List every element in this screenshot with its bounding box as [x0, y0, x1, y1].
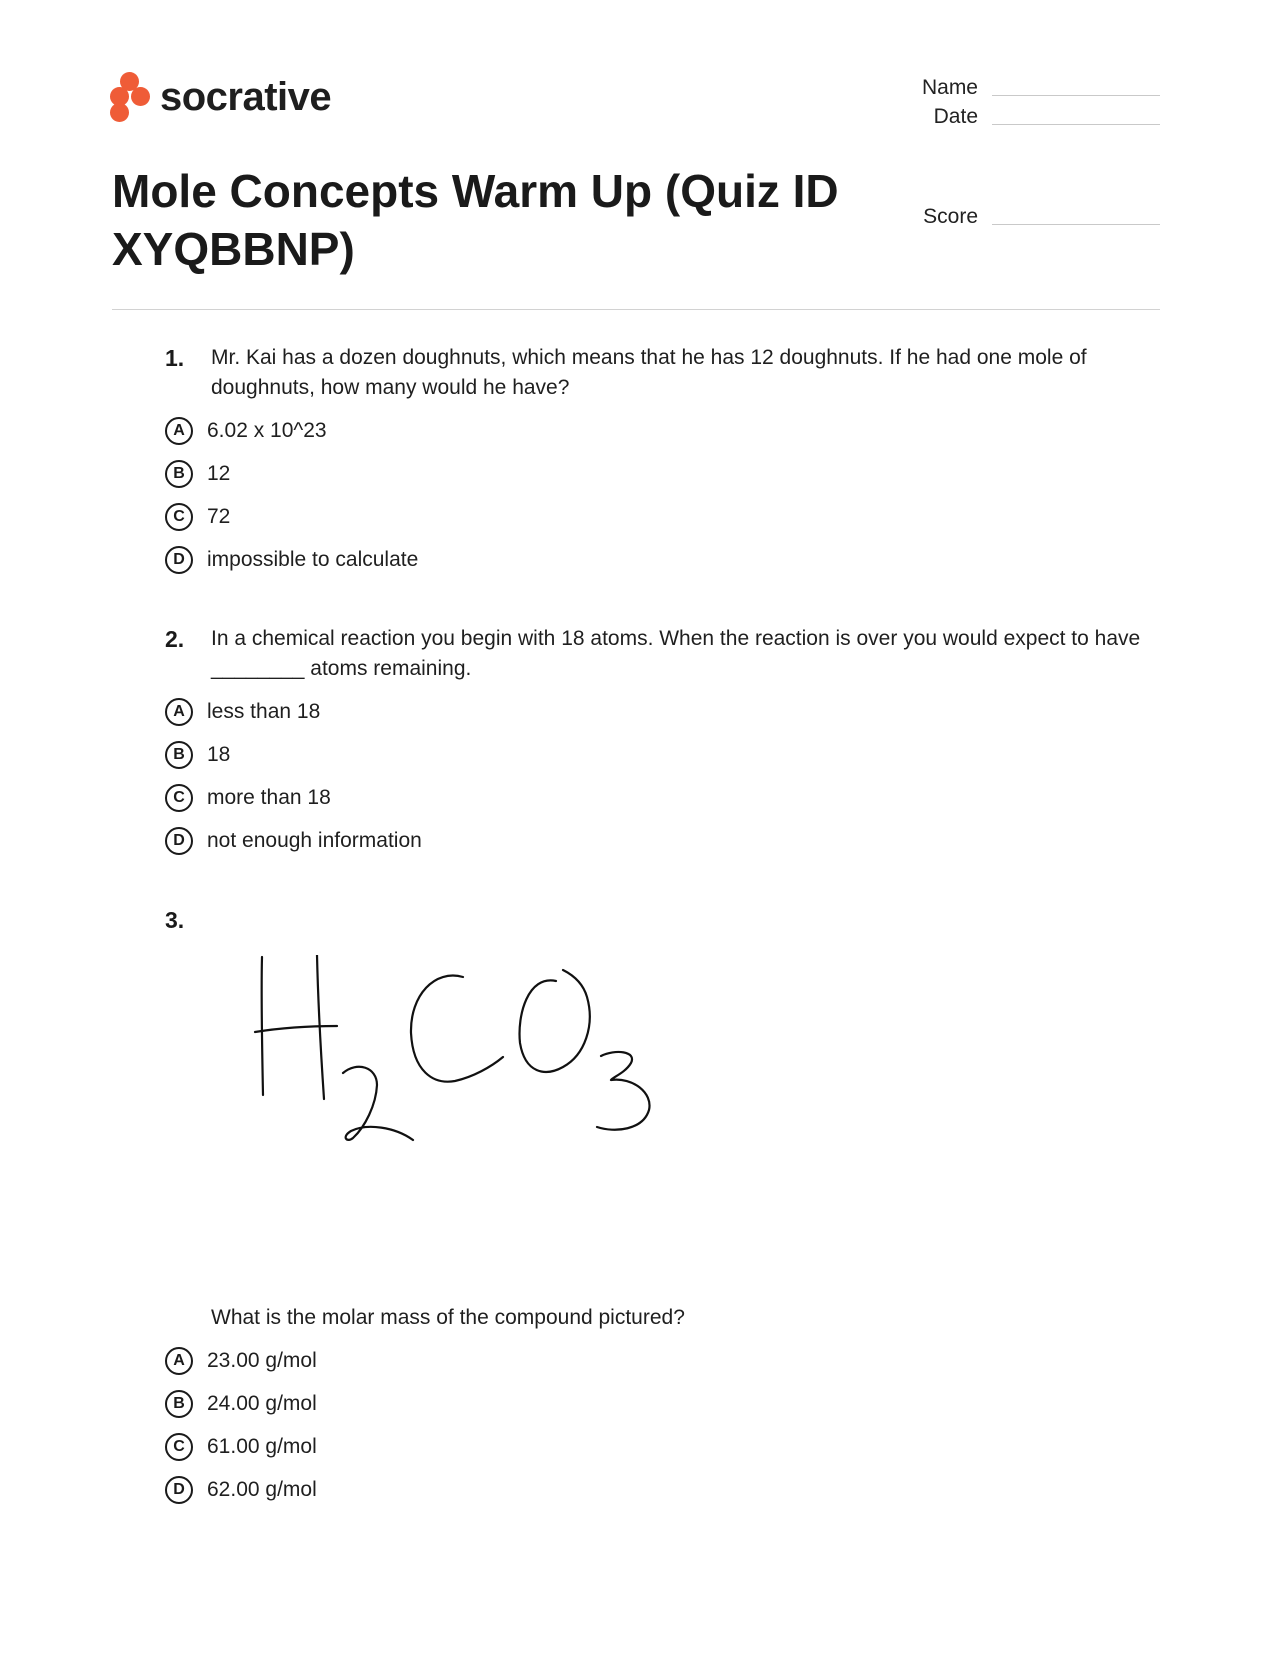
option-d[interactable] [165, 538, 1155, 581]
option-letter-circle[interactable]: A [165, 698, 193, 726]
option-b[interactable] [165, 452, 1155, 495]
option-text: 62.00 g/mol [207, 1477, 317, 1501]
hexagon-logo-icon [110, 72, 150, 122]
option-letter-circle[interactable]: D [165, 1476, 193, 1504]
option-letter-circle[interactable]: D [165, 546, 193, 574]
question-number: 1. [165, 345, 185, 371]
h-left-stroke [262, 957, 263, 1095]
question-text: What is the molar mass of the compound pictured? [211, 1306, 685, 1329]
question-number: 3. [165, 907, 185, 933]
question-text: In a chemical reaction you begin with 18 atoms. When the reaction is over you would expect to have ________ atoms remaining. [211, 627, 1141, 680]
date-label: Date [933, 105, 978, 128]
question-2 [165, 624, 1155, 862]
option-letter-circle[interactable]: B [165, 460, 193, 488]
option-letter-circle[interactable]: D [165, 827, 193, 855]
brand-name: socrative [160, 74, 332, 119]
answer-options [165, 1339, 1155, 1511]
answer-options [165, 409, 1155, 581]
option-letter-circle[interactable]: B [165, 741, 193, 769]
handwritten-formula-image [245, 955, 695, 1170]
date-field[interactable] [860, 105, 1160, 129]
option-text: 18 [207, 742, 231, 766]
option-c[interactable] [165, 495, 1155, 538]
score-label: Score [923, 205, 978, 228]
name-field[interactable] [860, 76, 1160, 100]
option-a[interactable] [165, 409, 1155, 452]
option-letter-circle[interactable]: C [165, 503, 193, 531]
c-stroke [411, 976, 503, 1082]
option-text: 61.00 g/mol [207, 1434, 317, 1458]
option-text: more than 18 [207, 785, 331, 809]
quiz-title: Mole Concepts Warm Up (Quiz ID XYQBBNP) [112, 165, 839, 275]
question-3-header [165, 905, 1155, 935]
option-text: impossible to calculate [207, 547, 419, 571]
option-text: 23.00 g/mol [207, 1348, 317, 1372]
option-text: not enough information [207, 828, 422, 852]
question-1 [165, 343, 1155, 581]
h-cross-stroke [255, 1026, 337, 1032]
socrative-logo [110, 72, 331, 122]
option-text: 72 [207, 504, 231, 528]
question-text: Mr. Kai has a dozen doughnuts, which means that he has 12 doughnuts. If he had one mole of doughnuts, how many would he have? [211, 346, 1087, 399]
option-letter-circle[interactable]: A [165, 417, 193, 445]
question-number: 2. [165, 626, 185, 652]
option-a[interactable] [165, 690, 1155, 733]
option-letter-circle[interactable]: C [165, 1433, 193, 1461]
option-a[interactable] [165, 1339, 1155, 1382]
name-blank-line [992, 95, 1160, 96]
answer-options [165, 690, 1155, 862]
option-d[interactable] [165, 819, 1155, 862]
score-blank-line [992, 224, 1160, 225]
option-b[interactable] [165, 733, 1155, 776]
option-letter-circle[interactable]: B [165, 1390, 193, 1418]
question-3 [165, 1303, 1155, 1511]
o-stroke [520, 970, 590, 1072]
option-c[interactable] [165, 1425, 1155, 1468]
subscript-3-stroke [597, 1052, 650, 1130]
header-divider [112, 309, 1160, 310]
option-c[interactable] [165, 776, 1155, 819]
option-text: 12 [207, 461, 231, 485]
option-text: 24.00 g/mol [207, 1391, 317, 1415]
option-d[interactable] [165, 1468, 1155, 1511]
option-letter-circle[interactable]: C [165, 784, 193, 812]
option-text: 6.02 x 10^23 [207, 418, 327, 442]
name-label: Name [921, 76, 978, 99]
option-letter-circle[interactable]: A [165, 1347, 193, 1375]
date-blank-line [992, 124, 1160, 125]
option-text: less than 18 [207, 699, 321, 723]
score-field[interactable] [860, 205, 1160, 229]
subscript-2-stroke [343, 1067, 413, 1140]
option-b[interactable] [165, 1382, 1155, 1425]
